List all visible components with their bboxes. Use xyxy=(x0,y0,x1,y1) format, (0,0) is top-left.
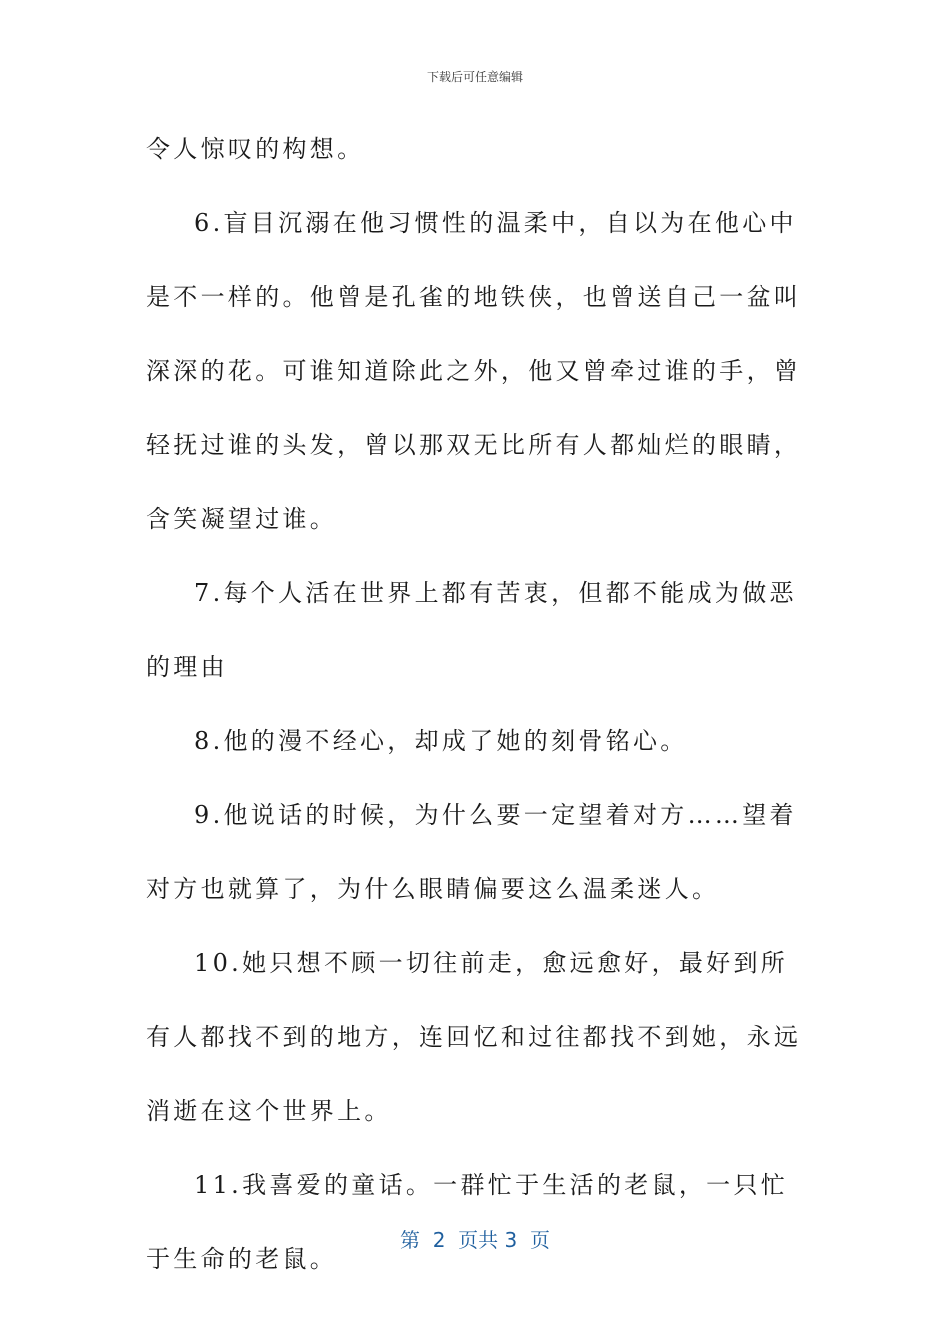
paragraph-continuation: 令人惊叹的构想。 xyxy=(146,135,365,163)
paragraph-item-11: 11.我喜爱的童话。一群忙于生活的老鼠，一只忙于生命的老鼠。 xyxy=(146,1171,789,1273)
paragraph-item-9: 9.他说话的时候，为什么要一定望着对方……望着对方也就算了，为什么眼睛偏要这么温柔迷人。 xyxy=(146,801,797,903)
paragraph-item-7: 7.每个人活在世界上都有苦衷，但都不能成为做恶的理由 xyxy=(146,579,797,681)
paragraph-item-8: 8.他的漫不经心，却成了她的刻骨铭心。 xyxy=(194,727,688,755)
paragraph-item-10: 10.她只想不顾一切往前走，愈远愈好，最好到所有人都找不到的地方，连回忆和过往都找不到她，永远消逝在这个世界上。 xyxy=(146,949,802,1125)
page-number-footer: 第 2 页共 3 页 xyxy=(400,1228,550,1252)
paragraph-item-6: 6.盲目沉溺在他习惯性的温柔中，自以为在他心中是不一样的。他曾是孔雀的地铁侠，也曾送自己一盆叫深深的花。可谁知道除此之外，他又曾牵过谁的手，曾轻抚过谁的头发，曾以那双无比所有人都灿烂的眼睛，含笑凝望过谁。 xyxy=(146,209,802,533)
header-note: 下载后可任意编辑 xyxy=(426,70,523,84)
document-body xyxy=(146,112,806,1296)
